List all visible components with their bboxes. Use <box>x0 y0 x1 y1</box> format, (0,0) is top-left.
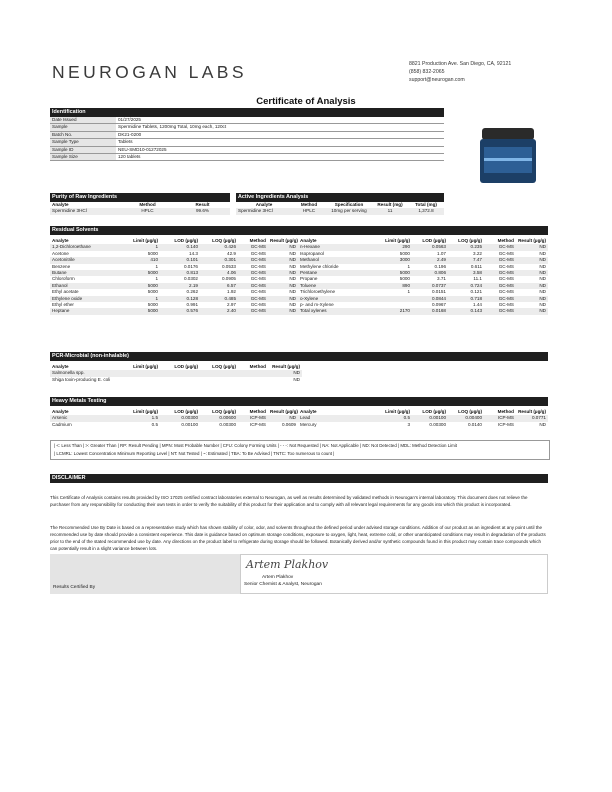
purity-table <box>50 202 230 215</box>
cell: 0.611 <box>470 263 482 269</box>
cell: Toluene <box>298 283 372 289</box>
cell: 0.991 <box>186 302 198 308</box>
cell: 0.00300 <box>429 421 446 427</box>
cell: 0.485 <box>200 296 238 302</box>
cell: GC-MS <box>498 289 514 295</box>
cell: ND <box>516 296 548 302</box>
cell: 890 <box>372 283 412 289</box>
active-heading: Active Ingredients Analysis <box>236 193 444 202</box>
field-label: Sample Type <box>50 139 116 146</box>
cell: Benzene <box>52 263 71 269</box>
company-logo: NEUROGAN LABS <box>52 62 247 82</box>
field-value: Spermidine Tablets, 1200mg Total, 10mg each, 120ct <box>116 124 444 131</box>
field-value: NEU-SMD10-01272025 <box>116 146 444 153</box>
col-header: Limit (µg/g) <box>133 238 158 243</box>
cell: 1,2-Dichloroethane <box>50 244 118 250</box>
cell: 0.0609 <box>281 421 296 427</box>
field-value: Tablets <box>116 139 444 146</box>
cell <box>238 377 268 383</box>
cell: ND <box>516 283 548 289</box>
col-header: Analyte <box>52 202 69 207</box>
cell: 0.0563 <box>412 244 448 250</box>
cell: ND <box>539 302 546 308</box>
cell: Lead <box>298 415 372 421</box>
cell: 0.262 <box>186 289 198 295</box>
col-header: LOD (µg/g) <box>174 409 198 414</box>
cell: 0.140 <box>160 244 200 250</box>
cell: 0.00100 <box>412 415 448 421</box>
cell: GC-MS <box>498 302 514 308</box>
cell: ND <box>516 257 548 263</box>
cell: 0.0140 <box>467 421 482 427</box>
disclaimer-paragraph-1: This Certificate of Analysis contains results provided by ISO 17025 certified contract laboratories external to Neurogan, as well as results determined by validated methods in Neurogan's internal laboratory. This document does not relieve the purchaser from any responsibility for conducting their own tests in order to verify the suitability of this product for their application and to comply with all relevant legal requirements for any goods into which this product is incorporated. <box>50 495 528 507</box>
col-header: LOD (µg/g) <box>422 238 446 243</box>
cell: 0.235 <box>448 244 484 250</box>
cell: 0.101 <box>160 257 200 263</box>
cell: Salmonella spp. <box>50 370 118 376</box>
col-header: Limit (µg/g) <box>133 364 158 369</box>
table-row <box>50 154 444 161</box>
cell: 1,372.8 <box>408 208 444 214</box>
cell: 1 <box>407 289 410 295</box>
cell: ND <box>268 257 298 263</box>
cell: 1.92 <box>227 289 236 295</box>
field-value: 01/27/2025 <box>116 117 444 124</box>
cell: 0.00300 <box>219 421 236 427</box>
cell: 3.58 <box>448 270 484 276</box>
purity-heading: Purity of Raw Ingredients <box>50 193 230 202</box>
cell: ICP-MS <box>249 421 266 427</box>
cell: 5000 <box>399 250 410 256</box>
cell: 5000 <box>118 270 160 276</box>
cell: GC-MS <box>498 276 514 282</box>
cell: ND <box>268 283 298 289</box>
col-header: LOQ (µg/g) <box>458 238 482 243</box>
cell: 2.49 <box>412 257 448 263</box>
cell <box>118 377 160 383</box>
signer-role: Senior Chemist & Analyst, Neurogan <box>244 582 322 587</box>
cell: 0.5 <box>372 415 412 421</box>
cell: 0.00100 <box>181 421 198 427</box>
cell: HPLC <box>120 208 175 214</box>
cell: ND <box>268 370 302 376</box>
cell: HPLC <box>292 208 326 214</box>
col-header: Method <box>300 202 318 207</box>
disclaimer-paragraph-2: The Recommended Use By Date is based on a representative study which has shown stability of color, odor, and solvents throughout the defined period under advised storage conditions. Addition of our product as an ingredient at any point until the recommended use by date should provide a consistent experience. This date is guidance based on optimum storage conditions, exposure to oxygen, light, heat, extreme cold, or other unanticipated conditions may result in degradation of the products prior to the end of the stated recommended use by date. Any directions on the product label to refrigerate during storage should be followed. Botanically derived and/or synthetic compounds found in this product may contain trace compounds which can potentially result in a slight variance between lots. <box>50 525 546 551</box>
cell: Methylene chloride <box>300 263 339 269</box>
cell: ND <box>289 302 296 308</box>
cell: 0.724 <box>448 283 484 289</box>
col-header: LOQ (µg/g) <box>458 409 482 414</box>
col-header: Analyte <box>52 238 69 243</box>
col-header: LOQ (µg/g) <box>212 364 236 369</box>
cell: Total xylenes <box>298 308 372 314</box>
cell: 1 <box>118 296 160 302</box>
cell: 5000 <box>118 308 160 314</box>
cell: ND <box>289 276 296 282</box>
results-certified-label: Results Certified By <box>53 585 96 590</box>
cell: 99.6% <box>175 208 230 214</box>
cell: Arsenic <box>50 415 118 421</box>
col-header: LOD (µg/g) <box>174 238 198 243</box>
cell: 3.71 <box>437 276 446 282</box>
cell: ICP-MS <box>484 415 516 421</box>
cell: 3 <box>407 421 410 427</box>
col-header: Analyte <box>255 202 273 207</box>
cell: ND <box>539 289 546 295</box>
cell: ND <box>293 376 300 382</box>
cell: Ethyl acetate <box>52 289 79 295</box>
cell: Ethylene oxide <box>50 296 118 302</box>
cell: 5000 <box>118 283 160 289</box>
col-header: Analyte <box>52 364 69 369</box>
cell: 3.22 <box>473 250 482 256</box>
cell: 0.0737 <box>412 283 448 289</box>
cell: 0.0176 <box>183 263 198 269</box>
cell: 1.44 <box>473 302 482 308</box>
cell: 0.0302 <box>183 276 198 282</box>
cell: 4.06 <box>200 270 238 276</box>
cell: GC-MS <box>250 289 266 295</box>
col-header: Analyte <box>300 409 317 414</box>
cell: 0.128 <box>160 296 200 302</box>
cell: Spermidine 3HCl <box>50 208 120 214</box>
cell: ND <box>289 289 296 295</box>
cell: Isopropanol <box>300 250 325 256</box>
cell: GC-MS <box>484 270 516 276</box>
cell: GC-MS <box>238 244 268 250</box>
col-header: Analyte <box>300 238 317 243</box>
cell: 0.00400 <box>448 415 484 421</box>
cell: 0.5 <box>151 421 158 427</box>
cell: 0.426 <box>200 244 238 250</box>
cell: 1 <box>118 244 160 250</box>
col-header: Result (µg/g) <box>270 238 298 243</box>
cell <box>160 377 200 383</box>
cell: GC-MS <box>484 308 516 314</box>
col-header: Method <box>249 409 266 414</box>
phone-line: (858) 832-2065 <box>409 69 445 75</box>
cell: 11.1 <box>473 276 482 282</box>
cell: Spermidine 3HCl <box>236 208 292 214</box>
col-header: Limit (µg/g) <box>385 409 410 414</box>
cell: GC-MS <box>498 250 514 256</box>
col-header: LOQ (µg/g) <box>212 238 236 243</box>
cell: ND <box>539 421 546 427</box>
cell: Methanol <box>298 257 372 263</box>
cell: 0.00300 <box>160 415 200 421</box>
cell: ND <box>516 270 548 276</box>
col-header: Result <box>195 202 210 207</box>
cell: GC-MS <box>484 283 516 289</box>
cell: GC-MS <box>250 250 266 256</box>
cell: 410 <box>118 257 160 263</box>
col-header: Result (µg/g) <box>518 409 546 414</box>
handwritten-signature: Artem Plakhov <box>246 558 329 571</box>
col-header: Result (mg) <box>377 202 403 207</box>
table-row <box>50 146 444 153</box>
cell: p- and m-Xylene <box>300 302 334 308</box>
col-header: Analyte <box>52 409 69 414</box>
cell: 0.0151 <box>431 289 446 295</box>
col-header: Result (µg/g) <box>270 409 298 414</box>
cell: 14.3 <box>189 250 198 256</box>
col-header: Limit (µg/g) <box>385 238 410 243</box>
cell: 0.143 <box>448 308 484 314</box>
cell: GC-MS <box>250 276 266 282</box>
legend-line: | <: Less Than | >: Greater Than | RP: Result Pending | MPN: Most Probable Number | CFU: Colony Forming Units | - - -: Not Requested | NA: Not Applicable | ND: Not Detected | MDL: Method Detection Limit <box>54 443 457 448</box>
cell: ND <box>539 250 546 256</box>
col-header: Method <box>249 238 266 243</box>
cell: GC-MS <box>238 270 268 276</box>
micro-table <box>50 364 302 383</box>
cell: o-Xylene <box>298 296 372 302</box>
cell: 6.57 <box>200 283 238 289</box>
signer-name: Artem Plakhov <box>262 575 294 580</box>
page-title: Certificate of Analysis <box>256 96 356 107</box>
cell: ND <box>516 308 548 314</box>
cell: ND <box>268 296 298 302</box>
solvents-heading: Residual Solvents <box>50 226 548 235</box>
cell: GC-MS <box>238 308 268 314</box>
cell: ND <box>268 244 298 250</box>
disclaimer-heading: DISCLAIMER <box>50 474 548 483</box>
solvents-table <box>50 238 548 315</box>
table-row <box>236 208 444 214</box>
cell: GC-MS <box>238 283 268 289</box>
cell: Ethyl ether <box>52 302 74 308</box>
cell: 0.0771 <box>516 415 548 421</box>
cell: 5000 <box>147 250 158 256</box>
cell: ND <box>268 270 298 276</box>
cell: 0.121 <box>470 289 482 295</box>
abbreviation-legend <box>50 440 550 460</box>
col-header: Method <box>497 409 514 414</box>
cell: 5000 <box>372 270 412 276</box>
cell: 7.47 <box>448 257 484 263</box>
cell: Cadmium <box>52 421 72 427</box>
cell: Acetonitrile <box>50 257 118 263</box>
cell: n-Hexane <box>298 244 372 250</box>
cell: Propane <box>300 276 318 282</box>
col-header: LOD (µg/g) <box>174 364 198 369</box>
cell: 10mg per serving <box>326 208 372 214</box>
cell: 0.0533 <box>221 263 236 269</box>
cell: 3000 <box>372 257 412 263</box>
field-label: Sample Size <box>50 154 116 161</box>
micro-heading: PCR-Microbial (non-inhalable) <box>50 352 548 361</box>
cell: GC-MS <box>250 302 266 308</box>
cell: ND <box>516 244 548 250</box>
legend-line: | LCMRL: Lowest Concentration Minimum Reporting Level | NT: Not Tested | ~: Estimated | TBA: To Be Advised | TNTC: Too numerous to count | <box>54 451 335 456</box>
col-header: Result (µg/g) <box>272 364 300 369</box>
cell: Shiga toxin-producing E. coli <box>52 376 111 382</box>
cell: 0.718 <box>448 296 484 302</box>
cell: GC-MS <box>484 296 516 302</box>
col-header: Limit (µg/g) <box>133 409 158 414</box>
table-row <box>50 124 444 131</box>
field-label: Sample ID <box>50 146 116 153</box>
cell: ND <box>289 263 296 269</box>
cell: 1 <box>155 263 158 269</box>
cell: Pentane <box>298 270 372 276</box>
cell: 0.00600 <box>200 415 238 421</box>
cell: 0.196 <box>434 263 446 269</box>
cell: Ethanol <box>50 283 118 289</box>
cell: GC-MS <box>238 296 268 302</box>
table-row <box>50 208 230 214</box>
field-label: Date Issued <box>50 117 116 124</box>
metals-heading: Heavy Metals Testing <box>50 397 548 406</box>
cell: 5000 <box>399 276 410 282</box>
cell: 1 <box>155 276 158 282</box>
cell: GC-MS <box>250 263 266 269</box>
cell: ND <box>539 263 546 269</box>
table-row <box>50 377 302 383</box>
cell: 290 <box>372 244 412 250</box>
cell: ICP-MS <box>497 421 514 427</box>
col-header: Method <box>497 238 514 243</box>
cell: GC-MS <box>484 257 516 263</box>
col-header: Total (mg) <box>415 202 437 207</box>
cell: GC-MS <box>498 263 514 269</box>
email-line: support@neurogan.com <box>409 77 465 83</box>
cell: 0.813 <box>160 270 200 276</box>
cell: 0.0967 <box>431 302 446 308</box>
cell: 2.97 <box>227 302 236 308</box>
col-header: Specification <box>334 202 364 207</box>
table-row <box>50 139 444 146</box>
active-table <box>236 202 444 215</box>
cell: ND <box>268 308 298 314</box>
cell: 2170 <box>372 308 412 314</box>
cell: Mercury <box>300 421 317 427</box>
identification-table <box>50 117 444 161</box>
cell: 1.07 <box>437 250 446 256</box>
cell: 5000 <box>147 302 158 308</box>
cell: 0.0844 <box>412 296 448 302</box>
cell: Chloroform <box>52 276 75 282</box>
cell: ND <box>268 415 298 421</box>
cell: ICP-MS <box>238 415 268 421</box>
col-header: Method <box>139 202 156 207</box>
field-label: Sample <box>50 124 116 131</box>
col-header: Result (µg/g) <box>518 238 546 243</box>
table-row <box>50 308 548 314</box>
cell: 42.9 <box>227 250 236 256</box>
cell: 5000 <box>147 289 158 295</box>
col-header: LOQ (µg/g) <box>212 409 236 414</box>
company-address <box>409 60 511 84</box>
table-row <box>50 422 548 428</box>
cell: 0.0168 <box>412 308 448 314</box>
col-header: Method <box>249 364 266 369</box>
identification-heading: Identification <box>50 108 444 117</box>
cell: 0.576 <box>160 308 200 314</box>
field-value: 120 tablets <box>116 154 444 161</box>
cell: 1.5 <box>118 415 160 421</box>
cell: Trichloroethylene <box>300 289 336 295</box>
field-label: Batch No. <box>50 131 116 138</box>
cell: Heptane <box>50 308 118 314</box>
table-row <box>50 117 444 124</box>
cell: 0.0905 <box>221 276 236 282</box>
cell <box>200 377 238 383</box>
cell: Butane <box>50 270 118 276</box>
cell: 1 <box>407 263 410 269</box>
cell: GC-MS <box>484 244 516 250</box>
cell: 2.19 <box>160 283 200 289</box>
cell: GC-MS <box>238 257 268 263</box>
cell: Acetone <box>52 250 69 256</box>
cell: 0.301 <box>200 257 238 263</box>
field-value: DK21-0200 <box>116 131 444 138</box>
cell: ND <box>539 276 546 282</box>
table-row <box>50 131 444 138</box>
jar-label-band <box>484 158 532 161</box>
metals-table <box>50 409 548 428</box>
cell: 2.40 <box>200 308 238 314</box>
address-line: 8821 Production Ave. San Diego, CA, 92121 <box>409 61 512 67</box>
cell: 11 <box>372 208 408 214</box>
col-header: LOD (µg/g) <box>422 409 446 414</box>
cell: 0.806 <box>412 270 448 276</box>
cell: ND <box>289 250 296 256</box>
